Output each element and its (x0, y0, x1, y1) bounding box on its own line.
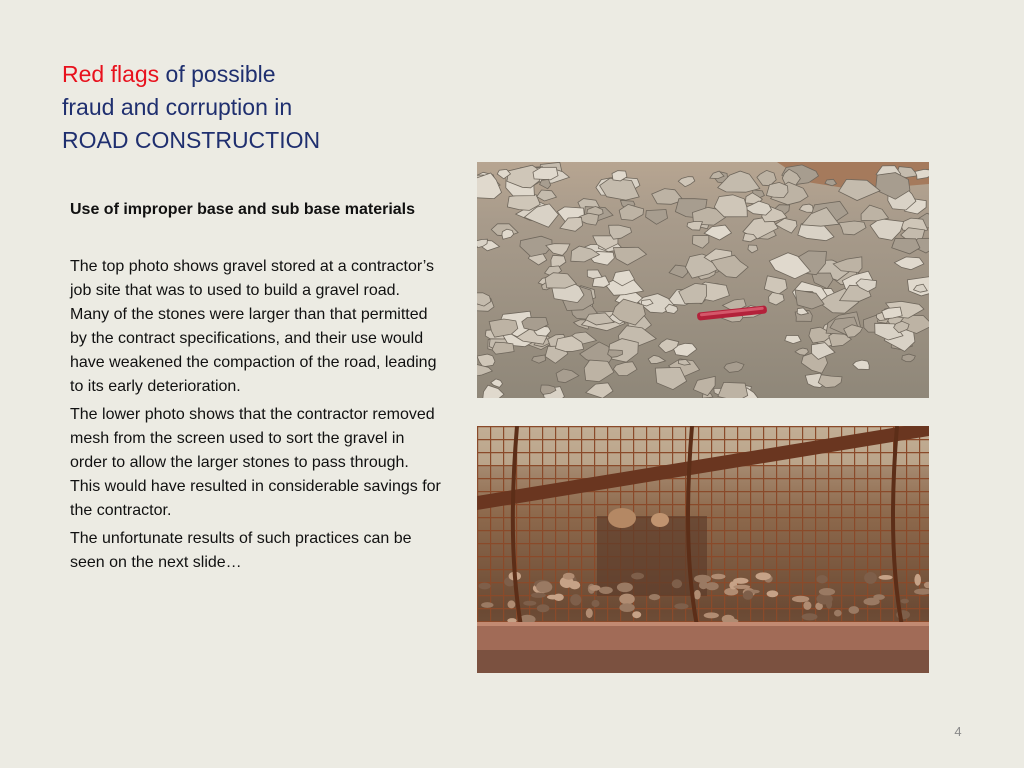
paragraph-lower-photo: The lower photo shows that the contractor removed mesh from the screen used to sort the gravel in order to allow the larger stones to pass through. This would have resulted in considerable savings for the contractor. (70, 406, 441, 519)
gravel-screen-photo (477, 426, 929, 673)
gravel-screen-image (477, 426, 929, 673)
title-line2: fraud and corruption in (62, 94, 293, 120)
paragraph-next-slide: The unfortunate results of such practices can be seen on the next slide… (70, 530, 412, 571)
title-highlight: Red flags (62, 61, 160, 87)
gravel-pile-image (477, 162, 929, 398)
title-line1-rest: of possible (159, 61, 276, 87)
subheading: Use of improper base and sub base materials (70, 201, 416, 218)
page-number: 4 (954, 724, 962, 739)
paragraph-top-photo: The top photo shows gravel stored at a contractor’s job site that was to used to build a gravel road. Many of the stones were larger than that permitted by the contract specifications, and their use would have weakened the compaction of the road, leading to its early deterioration. (70, 258, 437, 395)
slide-title (62, 58, 422, 157)
slide-body (70, 198, 442, 579)
title-line3: ROAD CONSTRUCTION (62, 127, 321, 153)
gravel-pile-photo (477, 162, 929, 398)
